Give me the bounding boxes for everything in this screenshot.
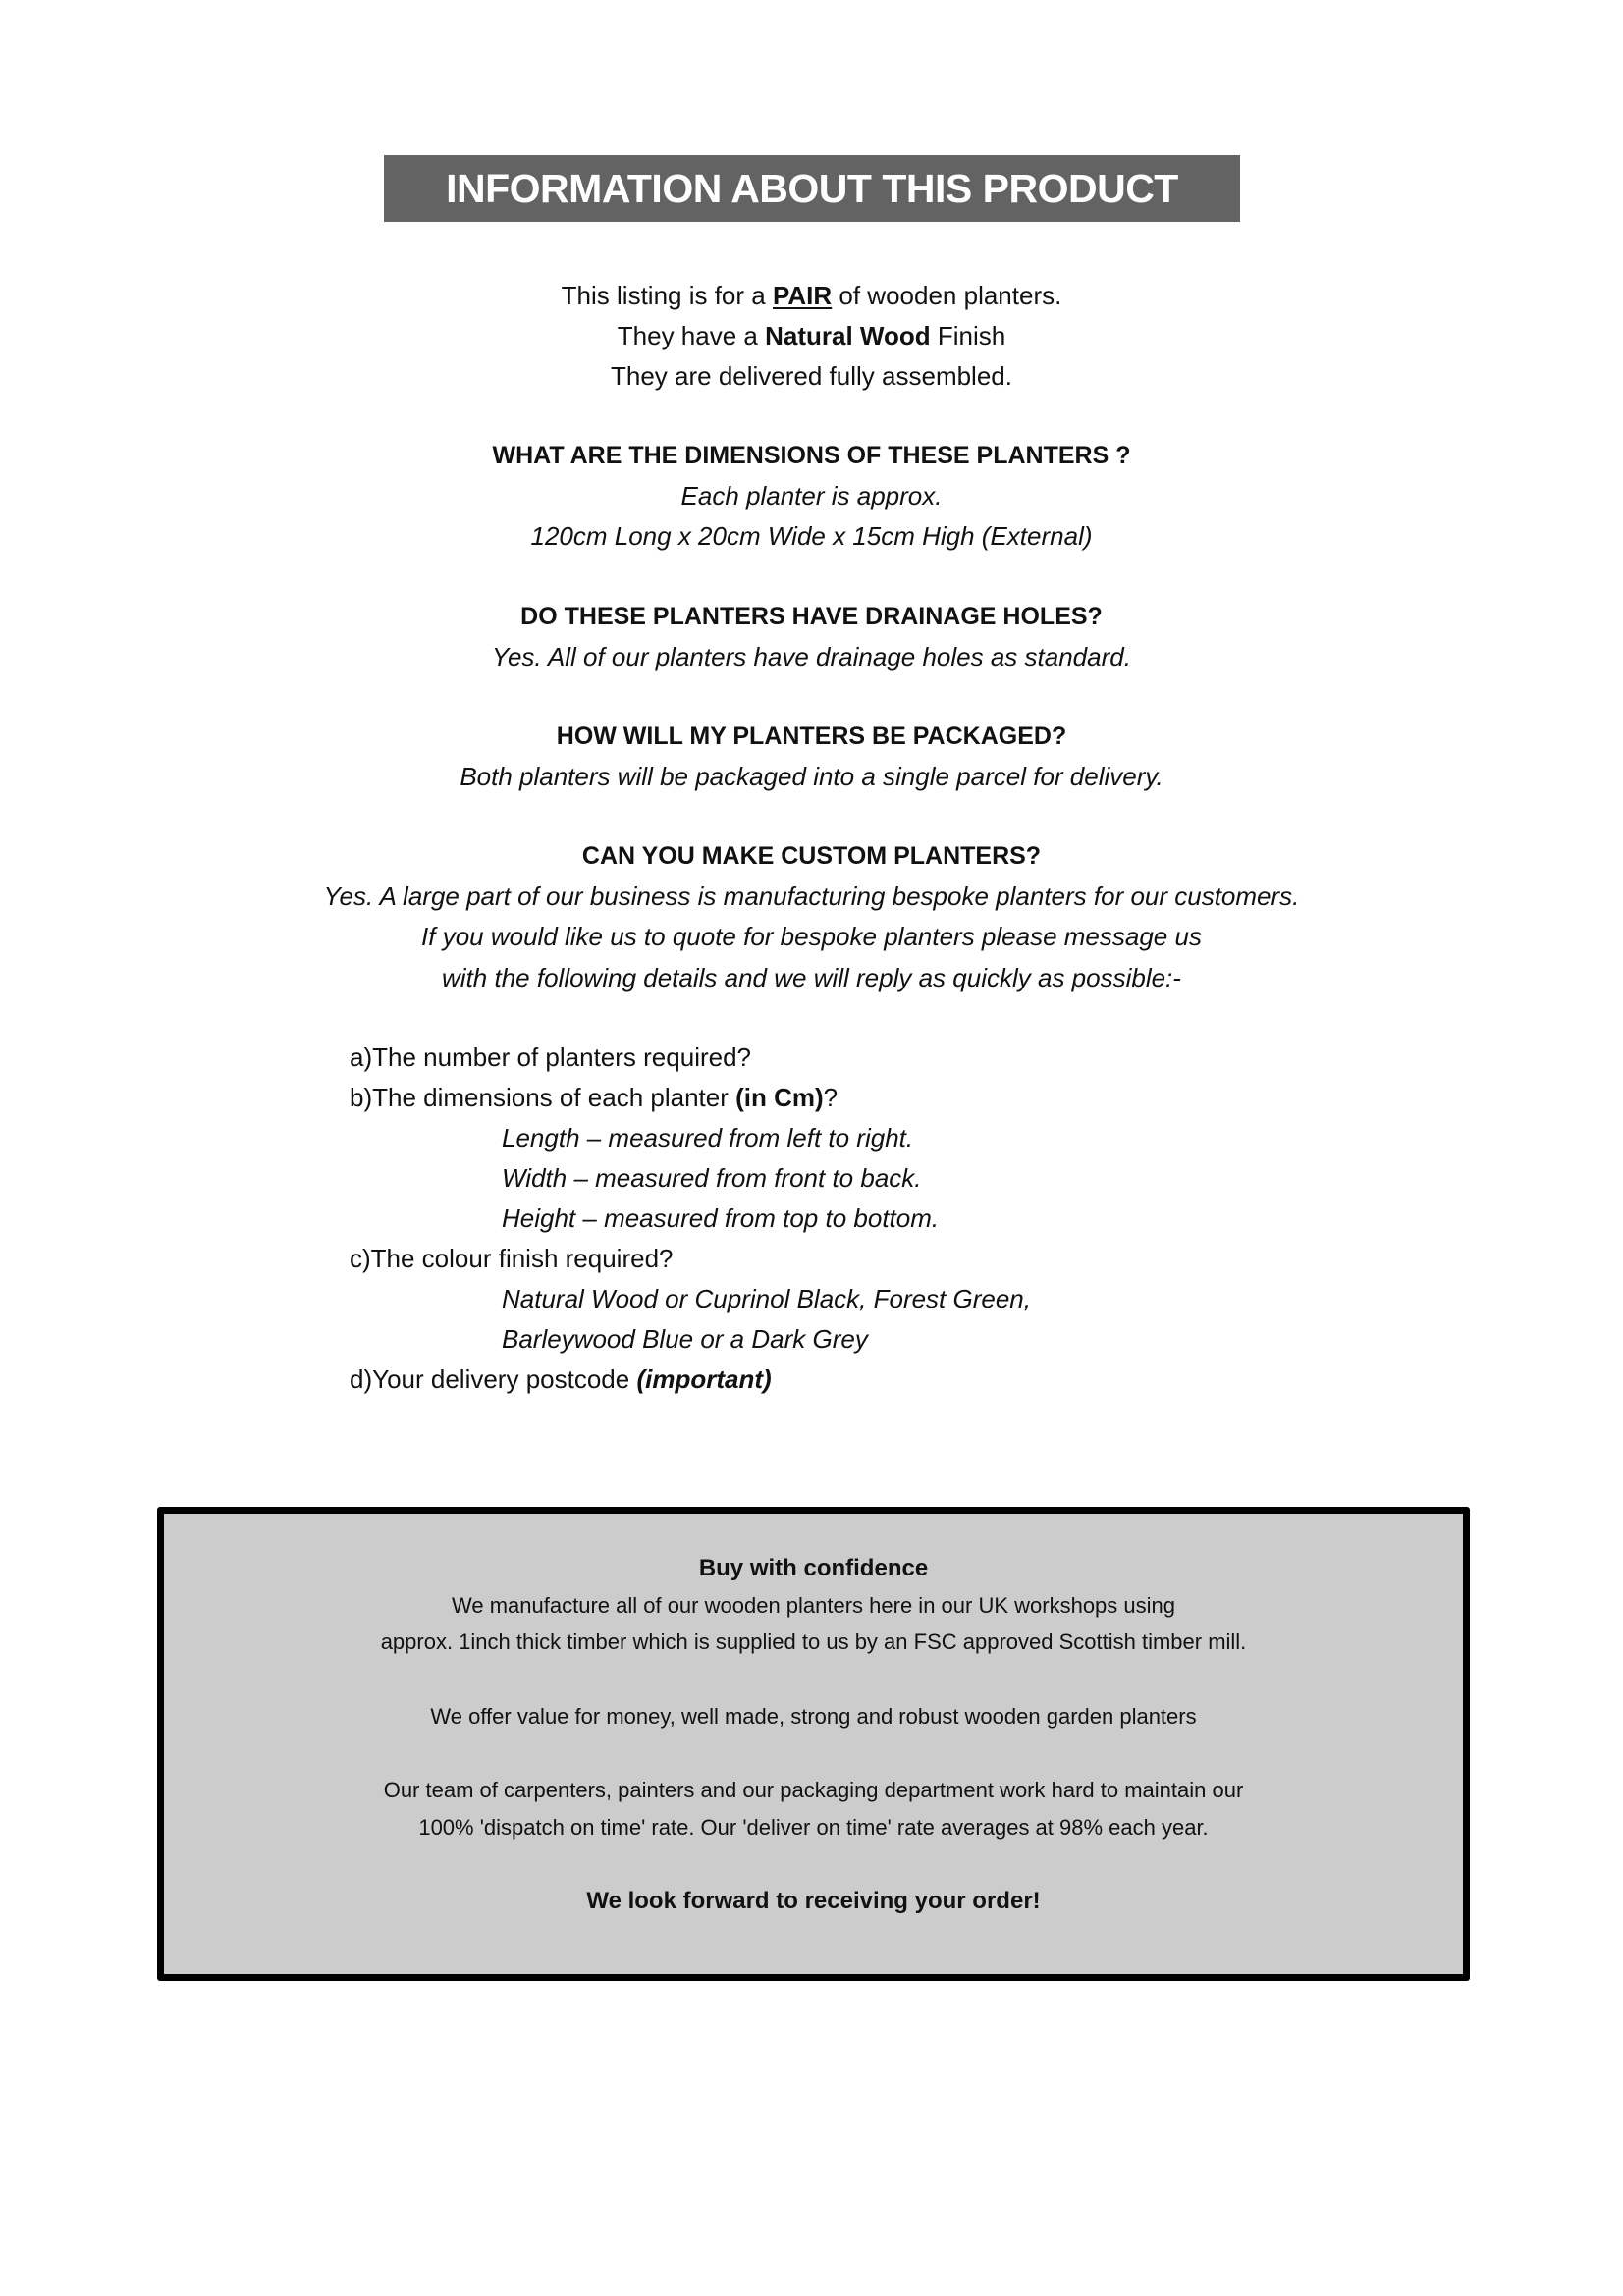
intro-line-finish	[0, 316, 1623, 356]
confidence-box	[157, 1507, 1470, 1981]
list-item-c: c)The colour finish required?	[350, 1244, 674, 1273]
list-item-b	[350, 1078, 838, 1118]
list-subitem-height: Height – measured from top to bottom.	[502, 1203, 940, 1233]
confidence-para1-line2: approx. 1inch thick timber which is supplied to us by an FSC approved Scottish timber mill.	[380, 1629, 1247, 1654]
intro-line-assembled: They are delivered fully assembled.	[611, 361, 1012, 391]
confidence-heading: Buy with confidence	[698, 1555, 929, 1581]
confidence-para3-line2: 100% 'dispatch on time' rate. Our 'deliver on time' rate averages at 98% each year.	[418, 1815, 1209, 1840]
intro-pair-post: of wooden planters.	[832, 281, 1062, 310]
faq-answer-custom-1: Yes. A large part of our business is manufacturing bespoke planters for our customers.	[323, 881, 1300, 911]
intro-pair-pre: This listing is for a	[561, 281, 773, 310]
list-item-d-emphasis: (important)	[636, 1364, 772, 1394]
faq-question-packaging: HOW WILL MY PLANTERS BE PACKAGED?	[556, 722, 1067, 750]
intro-finish-pre: They have a	[617, 321, 766, 350]
intro-finish-post: Finish	[930, 321, 1006, 350]
faq-answer-packaging: Both planters will be packaged into a single parcel for delivery.	[460, 762, 1163, 791]
page-title: INFORMATION ABOUT THIS PRODUCT	[384, 155, 1240, 222]
confidence-para1-line1: We manufacture all of our wooden planters here in our UK workshops using	[452, 1593, 1175, 1618]
intro-line-pair	[0, 276, 1623, 316]
list-item-d-pre: d)Your delivery postcode	[350, 1364, 637, 1394]
faq-question-dimensions: WHAT ARE THE DIMENSIONS OF THESE PLANTERS ?	[492, 442, 1131, 469]
faq-answer-custom-3: with the following details and we will reply as quickly as possible:-	[442, 963, 1181, 992]
confidence-para3-line1: Our team of carpenters, painters and our packaging department work hard to maintain our	[383, 1778, 1244, 1802]
list-item-a: a)The number of planters required?	[350, 1042, 752, 1072]
list-subitem-width: Width – measured from front to back.	[502, 1163, 922, 1193]
faq-question-custom: CAN YOU MAKE CUSTOM PLANTERS?	[581, 842, 1042, 870]
list-subitem-colours-2: Barleywood Blue or a Dark Grey	[502, 1324, 868, 1354]
intro-finish-emphasis: Natural Wood	[765, 321, 931, 350]
list-item-d	[350, 1360, 772, 1400]
list-item-b-emphasis: (in Cm)	[735, 1083, 824, 1112]
list-subitem-colours-1: Natural Wood or Cuprinol Black, Forest Green,	[502, 1284, 1031, 1313]
faq-answer-custom-2: If you would like us to quote for bespoke planters please message us	[421, 922, 1202, 951]
faq-question-drainage: DO THESE PLANTERS HAVE DRAINAGE HOLES?	[520, 603, 1103, 630]
list-item-b-post: ?	[823, 1083, 839, 1112]
faq-answer-dimensions-1: Each planter is approx.	[680, 481, 943, 510]
list-item-b-pre: b)The dimensions of each planter	[350, 1083, 736, 1112]
faq-answer-drainage: Yes. All of our planters have drainage holes as standard.	[492, 642, 1131, 671]
list-subitem-length: Length – measured from left to right.	[502, 1123, 914, 1152]
faq-answer-dimensions-2: 120cm Long x 20cm Wide x 15cm High (External)	[530, 521, 1093, 551]
confidence-para2: We offer value for money, well made, strong and robust wooden garden planters	[430, 1704, 1197, 1729]
intro-pair-emphasis: PAIR	[772, 281, 833, 310]
confidence-closing: We look forward to receiving your order!	[586, 1888, 1041, 1914]
